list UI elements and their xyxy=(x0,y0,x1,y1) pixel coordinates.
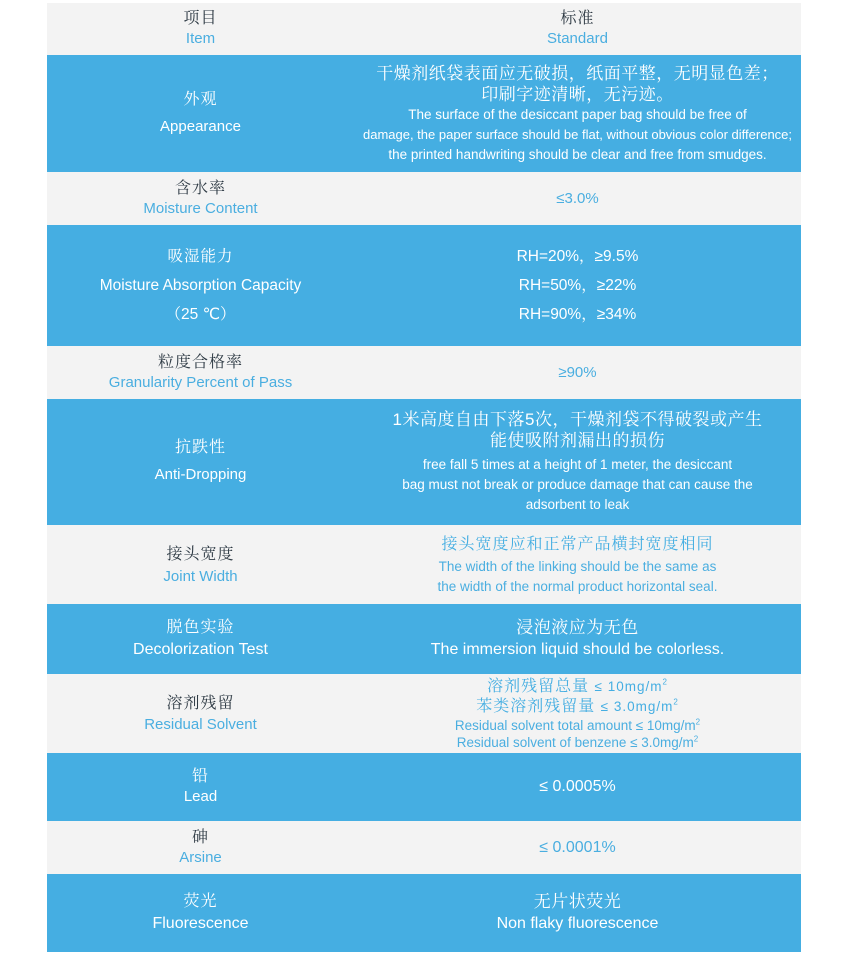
item-zh: 抗跌性 xyxy=(174,439,226,456)
item-cell xyxy=(47,604,354,674)
standard-cell xyxy=(354,674,801,753)
item-cell xyxy=(47,525,354,604)
standard-rh90: RH=90%，≥34% xyxy=(518,306,637,323)
standard-zh-line2: 能使吸附剂漏出的损伤 xyxy=(490,431,665,450)
standard-cell xyxy=(354,399,801,525)
table-row-anti-dropping xyxy=(47,399,801,525)
header-standard-en: Standard xyxy=(547,30,608,47)
standard-cell xyxy=(354,874,801,952)
item-cell xyxy=(47,674,354,753)
item-en: Appearance xyxy=(160,117,241,135)
item-zh: 溶剂残留 xyxy=(166,694,235,712)
standard-en-line1-text: Residual solvent total amount ≤ 10mg/m xyxy=(454,717,696,733)
table-row-decolorization xyxy=(47,604,801,674)
standard-cell xyxy=(354,346,801,399)
standard-zh: 无片状荧光 xyxy=(533,892,622,911)
item-zh: 荧光 xyxy=(183,893,218,910)
item-zh: 砷 xyxy=(191,828,209,846)
standard-value: ≤3.0% xyxy=(556,189,599,207)
item-zh: 粒度合格率 xyxy=(157,353,243,371)
unit-superscript: 2 xyxy=(693,734,699,743)
item-zh: 脱色实验 xyxy=(166,619,235,636)
item-en: Anti-Dropping xyxy=(154,466,247,483)
standard-en-line1 xyxy=(455,717,700,734)
standard-cell xyxy=(354,525,801,604)
table-row-granularity xyxy=(47,346,801,399)
standard-en-line3: the printed handwriting should be clear and free from smudges. xyxy=(388,146,767,162)
table-row-arsine xyxy=(47,821,801,874)
standard-en-line1: The surface of the desiccant paper bag should be free of xyxy=(408,106,747,122)
standard-zh-line2-label: 苯类溶剂残留量 xyxy=(476,697,596,715)
item-cell xyxy=(47,821,354,874)
item-cell xyxy=(47,399,354,525)
standard-zh-line1: 1米高度自由下落5次，干燥剂袋不得破裂或产生 xyxy=(392,410,763,429)
table-row-fluorescence xyxy=(47,874,801,952)
standard-cell xyxy=(354,55,801,172)
item-en: Arsine xyxy=(179,848,222,866)
unit-superscript: 2 xyxy=(673,697,679,707)
header-standard-cell xyxy=(354,3,801,55)
standard-en-line1: free fall 5 times at a height of 1 meter, the desiccant xyxy=(422,457,733,472)
standard-value: ≤ 0.0001% xyxy=(539,838,616,856)
item-zh: 接头宽度 xyxy=(166,545,235,563)
table-row-appearance xyxy=(47,55,801,172)
item-en: Fluorescence xyxy=(152,915,249,932)
standard-rh20: RH=20%，≥9.5% xyxy=(516,248,639,265)
header-item-en: Item xyxy=(185,30,216,47)
standard-en: Non flaky fluorescence xyxy=(496,915,659,932)
table-row-moisture-absorption xyxy=(47,225,801,346)
standard-en-line3: adsorbent to leak xyxy=(525,497,630,512)
item-cell xyxy=(47,346,354,399)
standard-en: The immersion liquid should be colorless. xyxy=(430,641,725,658)
table-row-joint-width xyxy=(47,525,801,604)
item-cell xyxy=(47,55,354,172)
header-item-zh: 项目 xyxy=(183,10,218,27)
item-en: Decolorization Test xyxy=(133,641,268,658)
standard-zh-line2 xyxy=(476,697,679,717)
item-en: Granularity Percent of Pass xyxy=(108,373,293,391)
standard-en-line2: the width of the normal product horizontal seal. xyxy=(437,578,718,594)
item-en: Moisture Absorption Capacity xyxy=(99,277,302,294)
item-temperature: （25 ℃） xyxy=(165,306,236,323)
standard-zh-line1-label: 溶剂残留总量 xyxy=(487,677,590,695)
header-standard-zh: 标准 xyxy=(560,10,595,27)
item-zh: 含水率 xyxy=(174,179,226,197)
header-item-cell xyxy=(47,3,354,55)
item-zh: 吸湿能力 xyxy=(167,248,234,265)
standard-en-line2-text: Residual solvent of benzene ≤ 3.0mg/m xyxy=(456,734,694,750)
standard-zh: 接头宽度应和正常产品横封宽度相同 xyxy=(441,535,714,553)
table-row-moisture-content xyxy=(47,172,801,225)
standard-en-line2: damage, the paper surface should be flat, without obvious color difference; xyxy=(362,126,793,142)
standard-zh-line2-value: ≤ 3.0mg/m xyxy=(600,698,674,714)
standard-en-line1: The width of the linking should be the same as xyxy=(438,558,717,574)
item-cell xyxy=(47,874,354,952)
standard-cell xyxy=(354,604,801,674)
item-cell xyxy=(47,172,354,225)
standard-cell xyxy=(354,225,801,346)
standard-en-line2: bag must not break or produce damage that can cause the xyxy=(402,477,753,492)
standard-rh50: RH=50%，≥22% xyxy=(518,277,637,294)
item-en: Moisture Content xyxy=(143,199,258,217)
standard-zh-line1 xyxy=(487,677,668,697)
item-en: Residual Solvent xyxy=(144,715,257,733)
standard-cell xyxy=(354,821,801,874)
standard-zh-line1-value: ≤ 10mg/m xyxy=(594,678,663,694)
standard-value: ≥90% xyxy=(558,363,597,381)
unit-superscript: 2 xyxy=(662,677,668,687)
standard-zh-line2: 印刷字迹清晰，无污迹。 xyxy=(481,84,674,104)
standard-en-line2 xyxy=(457,734,699,751)
standard-cell xyxy=(354,172,801,225)
standard-value: ≤ 0.0005% xyxy=(539,778,616,795)
spec-table xyxy=(47,3,801,952)
unit-superscript: 2 xyxy=(695,717,701,726)
standard-cell xyxy=(354,753,801,821)
standard-zh-line1: 干燥剂纸袋表面应无破损，纸面平整，无明显色差； xyxy=(376,63,779,83)
item-zh: 外观 xyxy=(183,90,218,108)
item-en: Joint Width xyxy=(163,567,238,585)
item-cell xyxy=(47,225,354,346)
standard-zh: 浸泡液应为无色 xyxy=(516,618,639,637)
item-cell xyxy=(47,753,354,821)
table-row-residual-solvent xyxy=(47,674,801,753)
item-zh: 铅 xyxy=(191,768,209,785)
table-row-lead xyxy=(47,753,801,821)
item-en: Lead xyxy=(183,788,218,805)
table-header xyxy=(47,3,801,55)
